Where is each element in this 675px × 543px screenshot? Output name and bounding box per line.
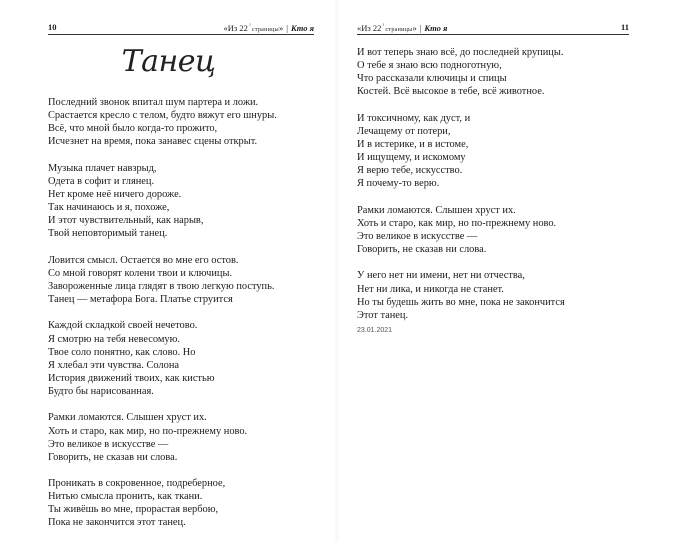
poem-line: И вот теперь знаю всё, до последней крупицы. <box>357 47 564 58</box>
stanza <box>48 477 328 529</box>
book-title-start: «Из 22 <box>357 22 382 33</box>
poem-line: Хоть и старо, как мир, но по-прежнему ново. <box>48 425 248 437</box>
poem-line: Проникать в сокровенное, подреберное, <box>48 478 226 490</box>
poem-line: Ты живёшь во мне, прорастая вербою, <box>48 504 219 516</box>
separator: | <box>419 22 422 33</box>
poem-line: Рамки ломаются. Слышен хруст их. <box>357 204 516 216</box>
poem-line: Срастается кресло с телом, будто вяжут его шнуры. <box>48 110 277 122</box>
poem-line: Так начинаюсь и я, похоже, <box>48 202 170 214</box>
poem-line: Будто бы нарисованная. <box>48 385 154 397</box>
poem-text-left <box>48 96 328 543</box>
poem-line: Твой неповторимый танец. <box>48 228 168 240</box>
poem-line: Говорить, не сказав ни слова. <box>48 451 178 463</box>
stanza <box>357 269 657 321</box>
poem-title: Танец <box>121 44 216 79</box>
stanza <box>48 162 328 241</box>
poem-line: Исчезнет на время, пока занавес сцены открыт. <box>48 136 258 148</box>
stanza <box>357 204 657 256</box>
running-head-right <box>357 21 629 35</box>
poem-line: Я хлебал эти чувства. Солона <box>48 359 179 371</box>
running-head-text-right <box>357 21 447 36</box>
poem-line: Нитью смысла пронить, как ткани. <box>48 491 203 503</box>
poem-line: И этот чувствительный, как нарыв, <box>48 215 204 227</box>
poem-line: Но ты будешь жить во мне, пока не закончится <box>357 296 565 308</box>
stanza <box>48 96 328 148</box>
book-title-small: страницы <box>251 26 280 33</box>
separator: | <box>286 22 288 33</box>
poem-line: Со мной говорят колени твои и ключицы. <box>48 267 233 279</box>
stanza <box>48 319 328 398</box>
poem-line: Это великое в искусстве — <box>48 438 169 450</box>
poem-line: Я смотрю на тебя невесомую. <box>48 333 180 345</box>
poem-line: У него нет ни имени, нет ни отчества, <box>357 270 525 282</box>
superscript: ² <box>381 24 386 29</box>
poem-line: И токсичному, как дуст, и <box>357 112 471 124</box>
poem-line: Ловится смысл. Остается во мне его остов. <box>48 254 239 266</box>
poem-line: Пока не закончится этот танец. <box>48 517 186 529</box>
page-number-left: 10 <box>48 22 57 32</box>
poem-line: Лечащему от потери, <box>357 125 451 137</box>
poem-line: Нет ни лика, и никогда не станет. <box>357 283 504 295</box>
poem-text-right <box>357 46 657 337</box>
page-number-right: 11 <box>620 22 629 32</box>
book-title-small: страницы <box>385 26 413 33</box>
stanza <box>357 112 657 191</box>
poem-line: Всё, что мной было когда-то прожито, <box>48 123 218 135</box>
superscript: ² <box>247 24 252 29</box>
poem-line: Что рассказали ключицы и спицы <box>357 73 507 85</box>
stanza <box>48 254 328 306</box>
left-page <box>0 0 337 540</box>
poem-line: Твое соло понятно, как слово. Но <box>48 346 196 358</box>
poem-line: Последний звонок впитал шум партера и ложи. <box>48 97 259 108</box>
poem-line: Хоть и старо, как мир, но по-прежнему ново. <box>357 217 557 229</box>
book-title-end: » <box>279 22 284 33</box>
book-title-end: » <box>412 22 417 33</box>
poem-line: Я верю тебе, искусство. <box>357 165 463 177</box>
poem-line: История движений твоих, как кистью <box>48 372 215 384</box>
running-head-text-left <box>224 21 314 36</box>
poem-line: Завороженные лица глядят в твою легкую поступь. <box>48 280 275 292</box>
poem-line: Этот танец. <box>357 309 409 321</box>
stanza <box>357 46 657 98</box>
poem-line: Костей. Всё высокое в тебе, всё животное. <box>357 86 545 98</box>
poem-date: 23.01.2021 <box>357 326 393 334</box>
poem-line: Рамки ломаются. Слышен хруст их. <box>48 412 207 424</box>
poem-line: Музыка плачет навзрыд, <box>48 162 157 174</box>
poem-line: Говорить, не сказав ни слова. <box>357 244 487 255</box>
poem-line: Каждой складкой своей нечетово. <box>48 320 198 332</box>
right-page <box>337 0 675 540</box>
running-head-left <box>48 21 314 35</box>
poem-line: Это великое в искусстве — <box>357 230 478 242</box>
section-title: Кто я <box>424 22 448 33</box>
poem-line: Нет кроме неё ничего дороже. <box>48 188 182 200</box>
poem-line: Танец — метафора Бога. Платье струится <box>48 294 233 305</box>
poem-line: Я почему-то верю. <box>357 178 440 190</box>
stanza <box>48 411 328 463</box>
book-title-start: «Из 22 <box>223 22 248 33</box>
poem-line: Одета в софит и глянец. <box>48 175 155 187</box>
poem-line: О тебе я знаю всю подноготную, <box>357 60 502 72</box>
poem-line: И в истерике, и в истоме, <box>357 138 469 150</box>
poem-line: И ищущему, и искомому <box>357 152 466 164</box>
section-title: Кто я <box>290 22 314 33</box>
